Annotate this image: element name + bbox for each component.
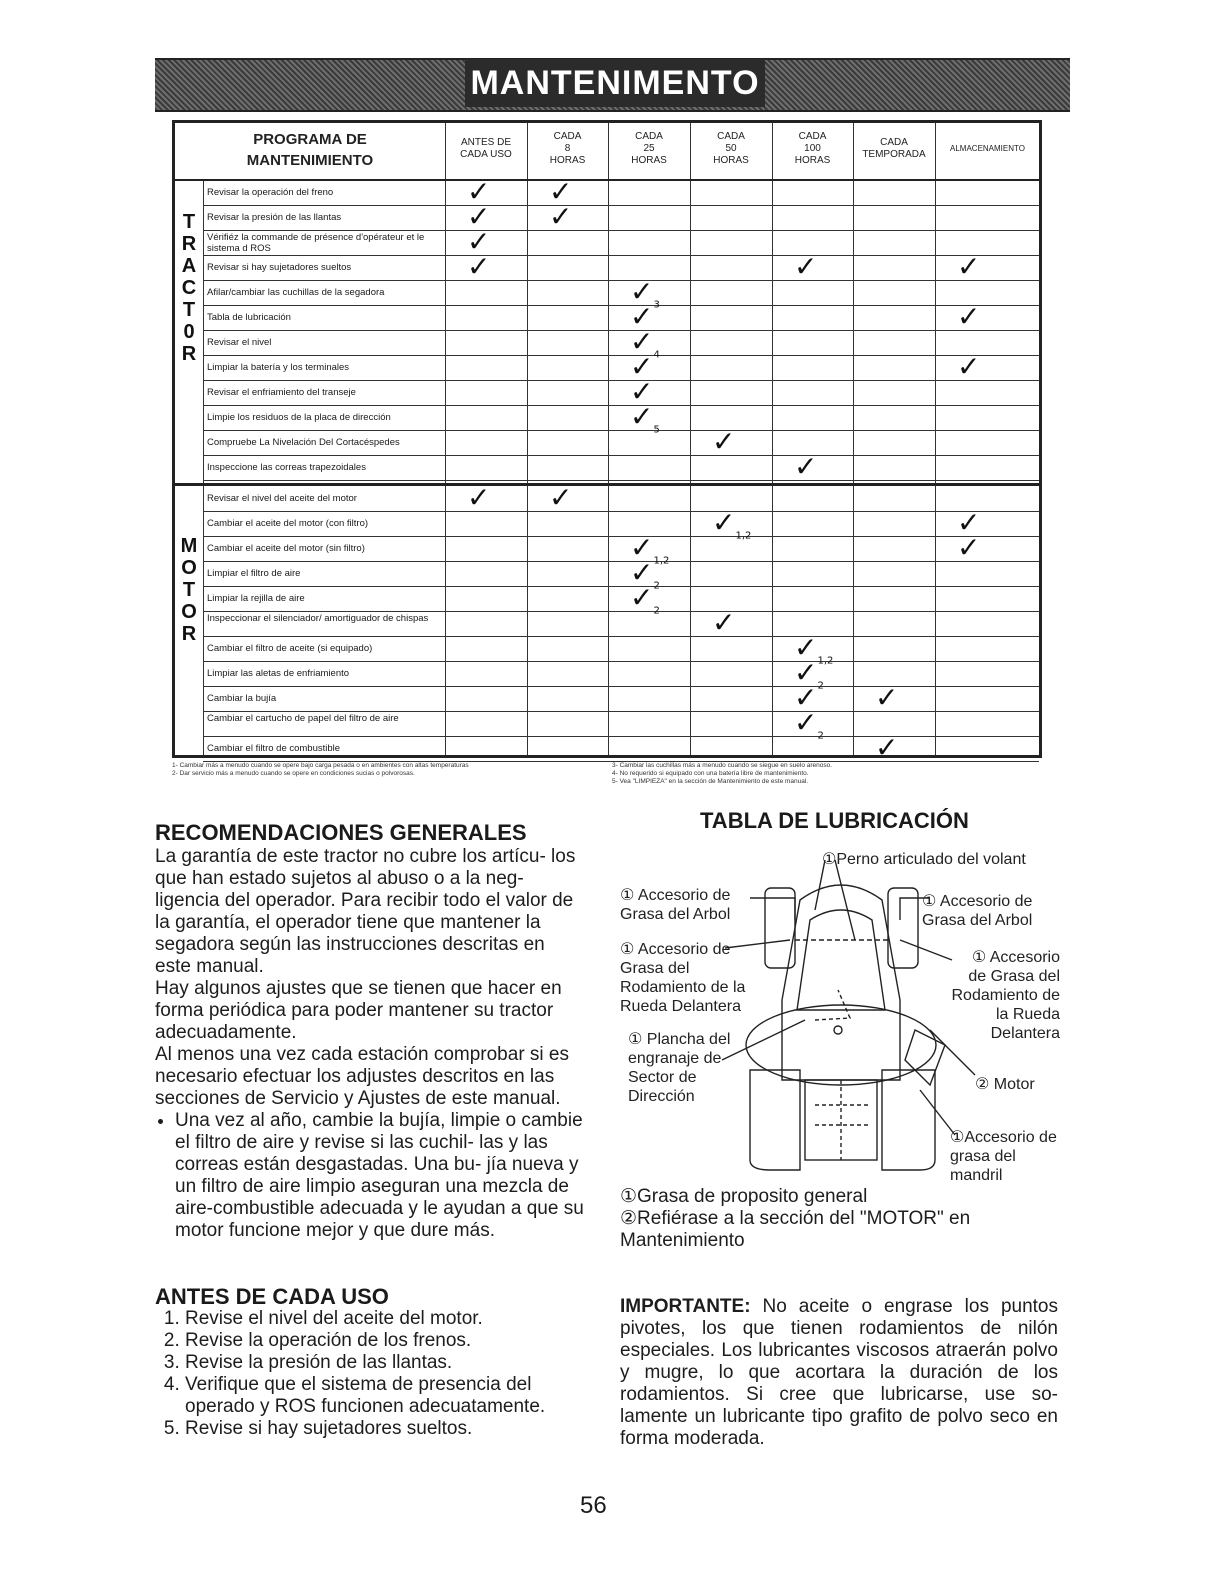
label-arbol-right: ① Accesorio de Grasa del Arbol xyxy=(922,893,1033,929)
row-label: Tabla de lubricación xyxy=(207,312,291,323)
check-glyph: ✓ xyxy=(630,300,654,333)
check-mark xyxy=(957,350,981,383)
check-mark xyxy=(712,425,736,458)
recomendaciones-paragraph-2: Hay algunos ajustes que se tienen que hacer en forma periódica para poder mantener su tractor adecuadamente. xyxy=(155,978,562,1043)
row-label: Limpiar la rejilla de aire xyxy=(207,593,305,604)
check-footnote-ref: 2 xyxy=(817,680,824,692)
check-glyph: ✓ xyxy=(875,731,899,764)
check-mark xyxy=(957,250,981,283)
check-glyph: ✓ xyxy=(630,400,654,433)
check-footnote-ref: 4 xyxy=(653,349,660,361)
table-row xyxy=(203,200,1039,233)
footnote-4: 4- No requerido si equipado con una batería libre de mantenimiento. xyxy=(612,770,809,777)
row-label: Cambiar el filtro de combustible xyxy=(207,743,341,754)
table-row xyxy=(203,350,1039,383)
leader-perno xyxy=(815,860,855,940)
row-label: Vérifiéz la commande de présence d'opérateur et le sistema d ROS xyxy=(207,232,425,254)
label-motor: ② Motor xyxy=(975,1076,1035,1093)
seat-frame xyxy=(805,1080,877,1160)
check-mark xyxy=(875,681,899,714)
recomendaciones-heading: RECOMENDACIONES GENERALES xyxy=(155,820,527,845)
row-label: Revisar el enfriamiento del transeje xyxy=(207,387,356,398)
check-mark xyxy=(712,606,736,639)
check-glyph: ✓ xyxy=(794,631,818,664)
column-header-line: HORAS xyxy=(794,155,831,166)
row-label: Cambiar el cartucho de papel del filtro de aire xyxy=(207,713,399,724)
row-label: Revisar el nivel del aceite del motor xyxy=(207,493,357,504)
table-row xyxy=(203,225,1039,258)
row-label: Revisar la operación del freno xyxy=(207,187,334,198)
check-mark xyxy=(549,200,573,233)
check-mark xyxy=(467,250,491,283)
check-glyph: ✓ xyxy=(794,656,818,689)
column-header-line: CADA xyxy=(798,131,827,142)
table-row xyxy=(203,400,1039,436)
check-glyph: ✓ xyxy=(957,531,981,564)
column-header xyxy=(935,143,1040,155)
column-header-line: CADA xyxy=(880,137,908,148)
schedule-title xyxy=(175,129,445,171)
check-glyph: ✓ xyxy=(630,325,654,358)
column-header-line: ANTES DE xyxy=(460,137,511,148)
antes-body xyxy=(155,1308,585,1440)
row-label: Compruebe La Nivelación Del Cortacéspedes xyxy=(207,437,400,448)
check-glyph: ✓ xyxy=(794,681,818,714)
check-glyph: ✓ xyxy=(875,681,899,714)
column-header-line: HORAS xyxy=(631,155,667,166)
row-label: Limpiar las aletas de enfriamiento xyxy=(207,668,350,679)
check-footnote-ref: 5 xyxy=(653,424,660,436)
column-header xyxy=(853,137,935,161)
hood-outline xyxy=(782,885,900,1080)
column-header-line: TEMPORADA xyxy=(862,149,926,160)
lubricacion-heading: TABLA DE LUBRICACIÓN xyxy=(700,808,969,833)
check-glyph: ✓ xyxy=(630,581,654,614)
section-divider xyxy=(175,483,1039,486)
lubricacion-legend xyxy=(620,1186,1050,1252)
column-header-line: CADA USO xyxy=(460,149,512,160)
check-footnote-ref: 2 xyxy=(817,730,824,742)
check-mark xyxy=(957,531,981,564)
column-header xyxy=(527,131,608,167)
check-glyph: ✓ xyxy=(957,350,981,383)
check-mark xyxy=(549,481,573,514)
table-row xyxy=(203,425,1039,458)
check-glyph: ✓ xyxy=(957,506,981,539)
side-letter: O xyxy=(181,557,197,579)
check-mark xyxy=(875,731,899,764)
footnotes-right xyxy=(612,762,1042,786)
footnote-2: 2- Dar servicio más a menudo cuando se opere en condiciones sucias o polvorosas. xyxy=(172,770,415,777)
table-row xyxy=(203,250,1039,283)
check-glyph: ✓ xyxy=(549,175,573,208)
table-row xyxy=(203,706,1039,742)
side-letter: A xyxy=(181,255,197,277)
row-label: Limpiar el filtro de aire xyxy=(207,568,301,579)
column-header-line: HORAS xyxy=(713,155,749,166)
label-arbol-left: ① Accesorio de Grasa del Arbol xyxy=(620,887,731,923)
antes-item: 4. Verifique que el sistema de presencia del operado y ROS funcionen adecuatamente. xyxy=(185,1374,585,1418)
row-label: Inspeccione las correas trapezoidales xyxy=(207,462,366,473)
check-glyph: ✓ xyxy=(549,481,573,514)
column-header xyxy=(445,137,527,161)
check-glyph: ✓ xyxy=(467,200,491,233)
column-header-line: 50 xyxy=(725,143,737,154)
maintenance-schedule-table xyxy=(172,120,1042,764)
leader-rueda-right xyxy=(900,940,952,960)
table-row xyxy=(203,681,1039,714)
table-row xyxy=(203,375,1039,408)
row-label: Limpie los residuos de la placa de dirección xyxy=(207,412,391,423)
table-row xyxy=(203,300,1039,333)
recomendaciones-body xyxy=(155,846,585,1242)
side-letter: C xyxy=(181,277,197,299)
column-header-line: CADA xyxy=(717,131,745,142)
side-letter: O xyxy=(181,601,197,623)
hood-inner xyxy=(797,910,885,1010)
legend-item-1: ①Grasa de proposito general xyxy=(620,1186,868,1207)
footnote-5: 5- Vea "LIMPIEZA" en la sección de Mantenimiento de este manual. xyxy=(612,778,809,785)
side-letter: R xyxy=(181,623,197,645)
side-letter: R xyxy=(181,233,197,255)
table-row xyxy=(203,450,1039,483)
column-header-line: ALMACENAMIENTO xyxy=(950,144,1025,153)
antes-list xyxy=(155,1308,585,1440)
table-row xyxy=(203,531,1039,567)
footnote-1: 1- Cambiar más a menudo cuando se opere bajo carga pesada o en ambientes con altas temperaturas xyxy=(172,762,469,769)
page-number: 56 xyxy=(580,1492,607,1519)
check-glyph: ✓ xyxy=(794,250,818,283)
row-label: Cambiar el filtro de aceite (si equipado) xyxy=(207,643,373,654)
row-label: Cambiar el aceite del motor (sin filtro) xyxy=(207,543,365,554)
recomendaciones-paragraph-1: La garantía de este tractor no cubre los artícu- los que han estado sujetos al abuso o a la neg- ligencia del operador. Para recibir todo el valor de la garantía, el operador tiene que mantener la segadora según las instrucciones descritas en este manual. xyxy=(155,846,576,977)
side-letter: T xyxy=(182,579,196,601)
footnote-3: 3- Cambiar las cuchillas más a menudo cuando se siegue en suelo arenoso. xyxy=(612,762,833,769)
column-header-line: 100 xyxy=(804,143,821,154)
column-header-line: 8 xyxy=(564,143,571,154)
row-label: Cambiar el aceite del motor (con filtro) xyxy=(207,518,369,529)
check-glyph: ✓ xyxy=(794,706,818,739)
page-title: MANTENIMENTO xyxy=(465,59,765,107)
column-header-line: 25 xyxy=(643,143,655,154)
label-rueda-left: ① Accesorio de Grasa del Rodamiento de la Rueda Delantera xyxy=(620,941,746,1015)
table-row xyxy=(203,631,1039,667)
antes-item: 3. Revise la presión de las llantas. xyxy=(185,1352,585,1374)
check-mark xyxy=(794,250,818,283)
check-glyph: ✓ xyxy=(630,556,654,589)
column-header-line: HORAS xyxy=(549,155,586,166)
check-glyph: ✓ xyxy=(630,531,654,564)
check-glyph: ✓ xyxy=(549,200,573,233)
check-footnote-ref: 3 xyxy=(653,299,660,311)
antes-item: 1. Revise el nivel del aceite del motor. xyxy=(185,1308,585,1330)
column-header-line: CADA xyxy=(553,131,582,142)
label-mandril: ①Accesorio de grasa del mandril xyxy=(950,1129,1057,1184)
label-plancha: ① Plancha del engranaje de Sector de Dirección xyxy=(628,1031,731,1105)
antes-heading: ANTES DE CADA USO xyxy=(155,1284,389,1309)
row-label: Revisar la presión de las llantas xyxy=(207,212,342,223)
steering-pivot xyxy=(834,1026,842,1034)
recomendaciones-bullet: • Una vez al año, cambie la bujía, limpie o cambie el filtro de aire y revise si las cuchil- las y las correas están desgastadas. Una bu- jía nueva y un filtro de aire limpio aseguran una mezcla de aire-combustible adecuada y le ayudan a que su motor funcione mejor y que dure más. xyxy=(175,1110,585,1242)
schedule-title-line: PROGRAMA DE xyxy=(253,131,367,148)
check-glyph: ✓ xyxy=(957,250,981,283)
check-footnote-ref: 1,2 xyxy=(735,530,752,542)
side-letter: T xyxy=(182,211,196,233)
check-footnote-ref: 2 xyxy=(653,605,660,617)
check-glyph: ✓ xyxy=(712,506,736,539)
importante-label: IMPORTANTE: xyxy=(620,1296,751,1317)
side-letter: 0 xyxy=(183,321,195,343)
row-label: Afilar/cambiar las cuchillas de la segadora xyxy=(207,287,385,298)
check-glyph: ✓ xyxy=(630,375,654,408)
check-glyph: ✓ xyxy=(630,350,654,383)
side-letter: R xyxy=(181,343,197,365)
check-glyph: ✓ xyxy=(467,481,491,514)
rear-left-wheel xyxy=(750,1070,800,1170)
table-row xyxy=(203,731,1039,764)
antes-item: 5. Revise si hay sujetadores sueltos. xyxy=(185,1418,585,1440)
check-glyph: ✓ xyxy=(794,450,818,483)
table-row xyxy=(203,275,1039,311)
label-perno: ①Perno articulado del volant xyxy=(822,851,1026,868)
lubrication-diagram xyxy=(600,840,1070,1185)
check-mark xyxy=(957,300,981,333)
schedule-title-line: MANTENIMIENTO xyxy=(246,152,374,169)
column-header xyxy=(690,131,772,167)
recomendaciones-list xyxy=(155,1110,585,1242)
side-letter: M xyxy=(180,535,198,557)
check-glyph: ✓ xyxy=(712,606,736,639)
table-row xyxy=(203,325,1039,361)
row-label: Inspeccionar el silenciador/ amortiguador de chispas xyxy=(207,613,429,624)
check-footnote-ref: 1,2 xyxy=(653,555,670,567)
row-label: Revisar si hay sujetadores sueltos xyxy=(207,262,352,273)
mower-deck xyxy=(746,1005,936,1085)
check-glyph: ✓ xyxy=(957,300,981,333)
rear-right-wheel xyxy=(882,1070,935,1170)
check-glyph: ✓ xyxy=(630,275,654,308)
row-label: Cambiar la bujía xyxy=(207,693,277,704)
side-letter: T xyxy=(182,299,196,321)
column-header xyxy=(608,131,690,167)
check-mark xyxy=(794,450,818,483)
check-footnote-ref: 1,2 xyxy=(817,655,834,667)
importante-text: No aceite o engrase los puntos pivotes, los que tienen rodamientos de nilón especiales. Los lubricantes viscosos atraerán polvo y mugre, lo que acortara la duración de los rodamientos. Si cree que lubricarse, use so- lamente un lubricante tipo grafito de polvo seco en forma moderada. xyxy=(620,1296,1058,1449)
check-footnote-ref: 2 xyxy=(653,580,660,592)
check-glyph: ✓ xyxy=(467,250,491,283)
check-mark xyxy=(467,481,491,514)
table-row xyxy=(203,581,1039,617)
antes-item: 2. Revise la operación de los frenos. xyxy=(185,1330,585,1352)
legend-item-2: ②Refiérase a la sección del "MOTOR" en Mantenimiento xyxy=(620,1208,971,1251)
row-label: Revisar el nivel xyxy=(207,337,272,348)
footnotes-left xyxy=(172,762,602,778)
recomendaciones-paragraph-3: Al menos una vez cada estación comprobar si es necesario efectuar los adjustes descritos en las secciones de Servicio y Ajustes de este manual. xyxy=(155,1044,569,1109)
table-row xyxy=(203,175,1039,208)
check-glyph: ✓ xyxy=(712,425,736,458)
check-glyph: ✓ xyxy=(467,175,491,208)
table-row xyxy=(203,481,1039,514)
check-glyph: ✓ xyxy=(467,225,491,258)
column-header xyxy=(772,131,853,167)
importante-note xyxy=(620,1296,1058,1450)
column-header-line: CADA xyxy=(635,131,663,142)
table-row xyxy=(203,506,1039,542)
label-rueda-right: ① Accesorio de Grasa del Rodamiento de la Rueda Delantera xyxy=(951,949,1060,1042)
side-label-tractor xyxy=(178,211,200,365)
table-row xyxy=(203,606,1039,639)
row-label: Limpiar la batería y los terminales xyxy=(207,362,350,373)
side-label-motor xyxy=(178,535,200,645)
